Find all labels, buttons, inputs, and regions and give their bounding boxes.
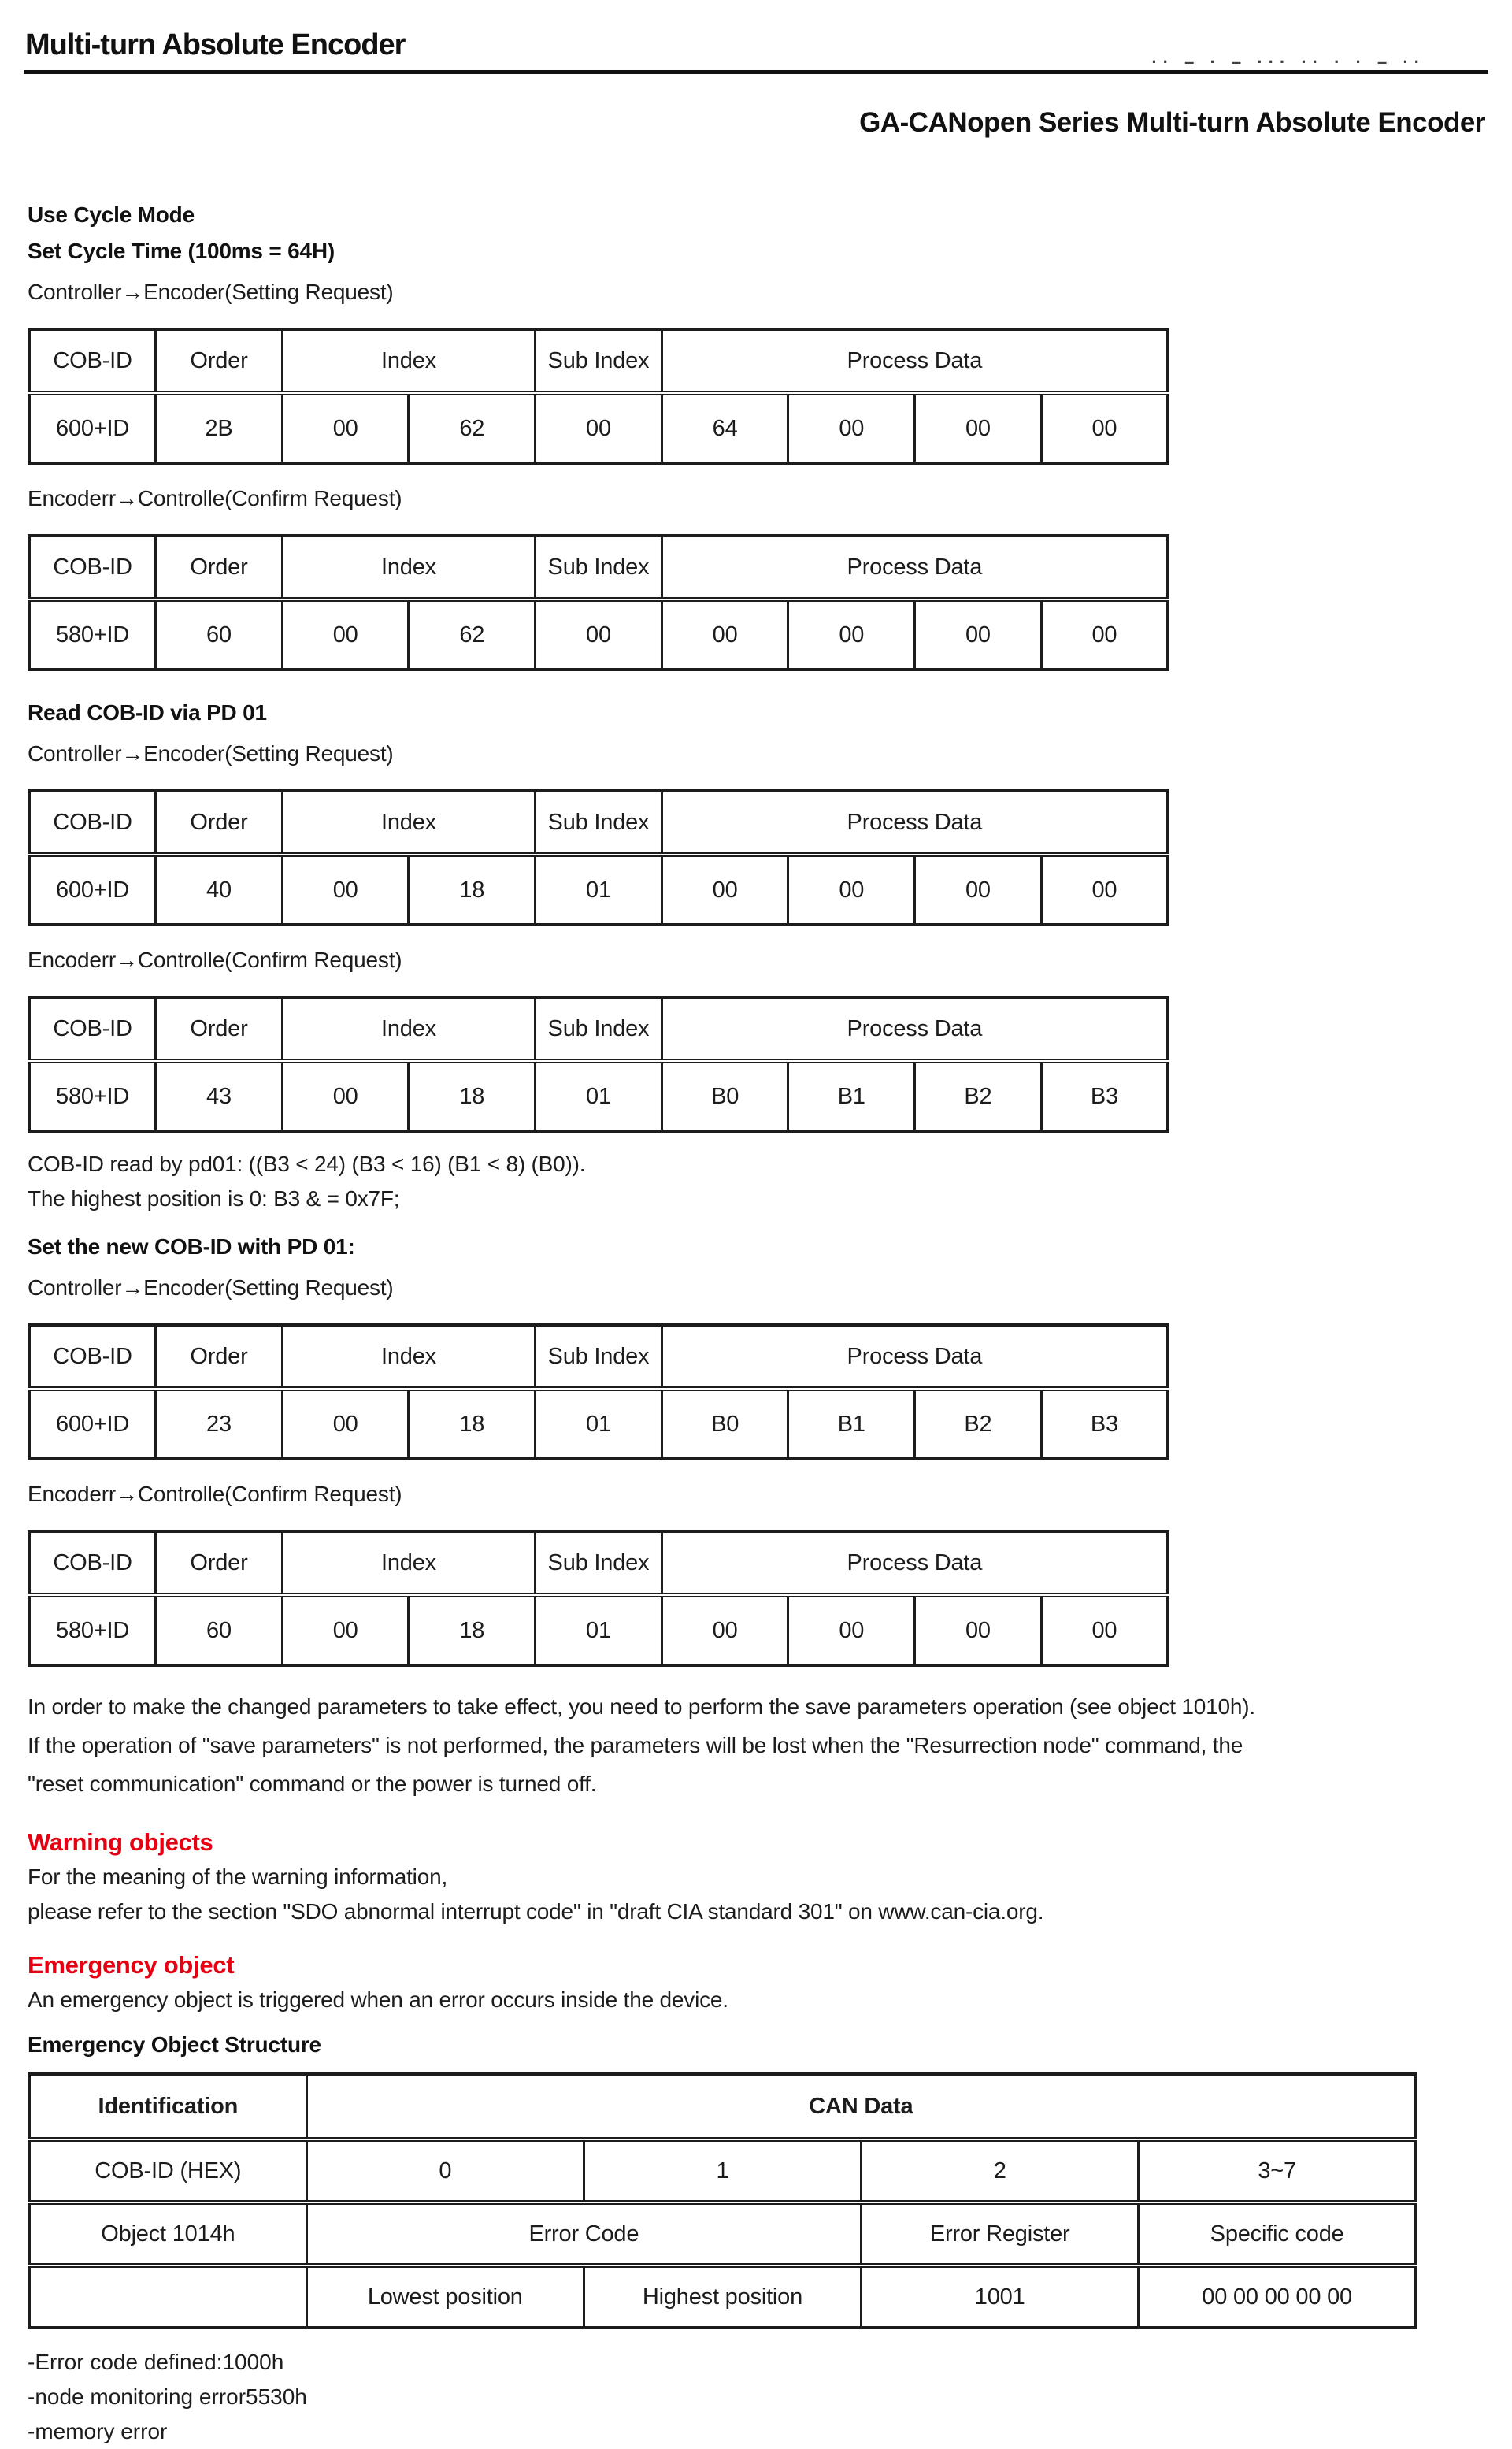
- table-header-row: [29, 329, 1168, 393]
- byte-2-cell: 2: [862, 2139, 1139, 2202]
- order-cell: 60: [156, 599, 283, 670]
- col-header-sub-index: Sub Index: [536, 1531, 662, 1595]
- note-line-3: "reset communication" command or the power is turned off.: [28, 1772, 597, 1796]
- col-header-index: Index: [282, 329, 535, 393]
- caption-encoder-to-controller: Encoderr→Controlle(Confirm Request): [28, 1482, 402, 1506]
- table-row: [29, 1389, 1168, 1459]
- index-cell: 18: [409, 855, 536, 925]
- process-data-cell: 00: [1041, 599, 1168, 670]
- col-header-process-data: Process Data: [662, 1531, 1168, 1595]
- logo-fragment: ·· – · – ··· ·· · · – ··: [1151, 58, 1425, 71]
- col-header-sub-index: Sub Index: [536, 997, 662, 1061]
- table-row: [29, 1595, 1168, 1665]
- process-data-cell: 00: [788, 1595, 915, 1665]
- table-row: [29, 599, 1168, 670]
- col-header-index: Index: [282, 997, 535, 1061]
- process-data-cell: B0: [662, 1389, 788, 1459]
- col-header-cob-id: COB-ID: [29, 1531, 156, 1595]
- col-header-process-data: Process Data: [662, 997, 1168, 1061]
- col-header-order: Order: [156, 791, 283, 855]
- note-line-2: If the operation of "save parameters" is not performed, the parameters will be lost when the "Resurrection node" command, the: [28, 1733, 1243, 1757]
- index-cell: 00: [282, 599, 409, 670]
- col-header-cob-id: COB-ID: [29, 536, 156, 599]
- col-header-index: Index: [282, 791, 535, 855]
- warning-text: [28, 1860, 1512, 1929]
- error-note-2: -node monitoring error5530h: [28, 2384, 307, 2409]
- caption-controller-to-encoder: Controller→Encoder(Setting Request): [28, 741, 394, 766]
- sdo-table-5: [28, 1323, 1169, 1460]
- sub-index-cell: 01: [536, 1061, 662, 1131]
- process-data-cell: B3: [1041, 1061, 1168, 1131]
- warning-line-1: For the meaning of the warning information,: [28, 1865, 448, 1889]
- table-row-cob-id-hex: [29, 2139, 1416, 2202]
- table-row-object-1014h: [29, 2202, 1416, 2265]
- sub-index-cell: 00: [536, 393, 662, 463]
- cob-id-hex-label: COB-ID (HEX): [29, 2139, 306, 2202]
- col-header-order: Order: [156, 1531, 283, 1595]
- col-header-cob-id: COB-ID: [29, 997, 156, 1061]
- col-header-order: Order: [156, 997, 283, 1061]
- heading-emergency-object: Emergency object: [28, 1951, 235, 1979]
- heading-set-cycle-time: Set Cycle Time (100ms = 64H): [28, 239, 335, 263]
- process-data-cell: 00: [915, 1595, 1042, 1665]
- col-header-process-data: Process Data: [662, 329, 1168, 393]
- note-line-1: In order to make the changed parameters to take effect, you need to perform the save parameters operation (see object 1010h).: [28, 1694, 1255, 1719]
- table-header-row: [29, 1325, 1168, 1389]
- sub-index-cell: 01: [536, 855, 662, 925]
- sub-index-cell: 01: [536, 1389, 662, 1459]
- caption-encoder-to-controller: Encoderr→Controlle(Confirm Request): [28, 486, 402, 510]
- index-cell: 18: [409, 1389, 536, 1459]
- order-cell: 60: [156, 1595, 283, 1665]
- caption-controller-to-encoder: Controller→Encoder(Setting Request): [28, 280, 394, 304]
- emergency-text: An emergency object is triggered when an error occurs inside the device.: [28, 1987, 728, 2012]
- process-data-cell: 00: [915, 855, 1042, 925]
- document-title: GA-CANopen Series Multi-turn Absolute Encoder: [859, 107, 1485, 138]
- heading-read-cob-id: Read COB-ID via PD 01: [28, 700, 267, 725]
- index-cell: 00: [282, 855, 409, 925]
- order-cell: 2B: [156, 393, 283, 463]
- process-data-cell: B3: [1041, 1389, 1168, 1459]
- process-data-cell: 00: [788, 855, 915, 925]
- index-cell: 62: [409, 599, 536, 670]
- col-header-sub-index: Sub Index: [536, 536, 662, 599]
- process-data-cell: 00: [1041, 393, 1168, 463]
- col-header-process-data: Process Data: [662, 536, 1168, 599]
- sdo-table-4: [28, 996, 1169, 1133]
- table-row-values: [29, 2265, 1416, 2328]
- table-row: [29, 1061, 1168, 1131]
- order-cell: 23: [156, 1389, 283, 1459]
- error-code-cell: Error Code: [306, 2202, 861, 2265]
- cob-id-cell: 600+ID: [29, 855, 156, 925]
- table-row: [29, 855, 1168, 925]
- process-data-cell: 00: [1041, 1595, 1168, 1665]
- note-line-1: COB-ID read by pd01: ((B3 < 24) (B3 < 16) (B1 < 8) (B0)).: [28, 1152, 586, 1176]
- process-data-cell: B1: [788, 1389, 915, 1459]
- index-cell: 00: [282, 393, 409, 463]
- sdo-table-3: [28, 789, 1169, 926]
- col-header-index: Index: [282, 1325, 535, 1389]
- byte-1-cell: 1: [584, 2139, 861, 2202]
- col-header-cob-id: COB-ID: [29, 329, 156, 393]
- order-cell: 40: [156, 855, 283, 925]
- process-data-cell: 00: [662, 1595, 788, 1665]
- col-header-order: Order: [156, 1325, 283, 1389]
- byte-3-7-cell: 3~7: [1139, 2139, 1416, 2202]
- specific-code-cell: Specific code: [1139, 2202, 1416, 2265]
- table-header-row: [29, 2074, 1416, 2139]
- index-cell: 62: [409, 393, 536, 463]
- page-title: Multi-turn Absolute Encoder: [25, 28, 406, 61]
- note-line-2: The highest position is 0: B3 & = 0x7F;: [28, 1186, 400, 1211]
- error-note-3: -memory error: [28, 2419, 168, 2443]
- process-data-cell: B1: [788, 1061, 915, 1131]
- process-data-cell: 00: [915, 599, 1042, 670]
- col-header-sub-index: Sub Index: [536, 329, 662, 393]
- sub-index-cell: 00: [536, 599, 662, 670]
- identification-header: Identification: [29, 2074, 306, 2139]
- index-cell: 00: [282, 1389, 409, 1459]
- sdo-table-1: [28, 328, 1169, 465]
- heading-use-cycle-mode: Use Cycle Mode: [28, 202, 195, 227]
- cob-id-cell: 600+ID: [29, 393, 156, 463]
- cob-id-cell: 580+ID: [29, 1595, 156, 1665]
- table-header-row: [29, 536, 1168, 599]
- col-header-process-data: Process Data: [662, 1325, 1168, 1389]
- order-cell: 43: [156, 1061, 283, 1131]
- index-cell: 00: [282, 1595, 409, 1665]
- process-data-cell: 00: [662, 855, 788, 925]
- highest-position-cell: Highest position: [584, 2265, 861, 2328]
- col-header-cob-id: COB-ID: [29, 1325, 156, 1389]
- process-data-cell: 00: [1041, 855, 1168, 925]
- caption-controller-to-encoder: Controller→Encoder(Setting Request): [28, 1275, 394, 1300]
- cob-id-cell: 600+ID: [29, 1389, 156, 1459]
- col-header-order: Order: [156, 536, 283, 599]
- sdo-table-2: [28, 534, 1169, 671]
- process-data-cell: 00: [788, 599, 915, 670]
- col-header-sub-index: Sub Index: [536, 1325, 662, 1389]
- error-code-notes: [28, 2345, 1512, 2449]
- byte-0-cell: 0: [306, 2139, 584, 2202]
- col-header-process-data: Process Data: [662, 791, 1168, 855]
- error-note-1: -Error code defined:1000h: [28, 2350, 284, 2374]
- cob-id-cell: 580+ID: [29, 1061, 156, 1131]
- caption-encoder-to-controller: Encoderr→Controlle(Confirm Request): [28, 948, 402, 972]
- object-1014h-label: Object 1014h: [29, 2202, 306, 2265]
- index-cell: 18: [409, 1061, 536, 1131]
- index-cell: 00: [282, 1061, 409, 1131]
- warning-line-2: please refer to the section "SDO abnormal interrupt code" in "draft CIA standard 301" on www.can-cia.org.: [28, 1899, 1044, 1924]
- col-header-sub-index: Sub Index: [536, 791, 662, 855]
- process-data-cell: 00: [915, 393, 1042, 463]
- error-register-cell: Error Register: [862, 2202, 1139, 2265]
- table-header-row: [29, 1531, 1168, 1595]
- col-header-cob-id: COB-ID: [29, 791, 156, 855]
- process-data-cell: B2: [915, 1389, 1042, 1459]
- document-body: [0, 200, 1512, 2449]
- cob-id-cell: 580+ID: [29, 599, 156, 670]
- error-register-value-cell: 1001: [862, 2265, 1139, 2328]
- col-header-order: Order: [156, 329, 283, 393]
- cob-id-read-note: [28, 1147, 1512, 1216]
- process-data-cell: B0: [662, 1061, 788, 1131]
- sdo-table-6: [28, 1530, 1169, 1667]
- sub-index-cell: 01: [536, 1595, 662, 1665]
- process-data-cell: 00: [788, 393, 915, 463]
- process-data-cell: 64: [662, 393, 788, 463]
- can-data-header: CAN Data: [306, 2074, 1416, 2139]
- index-cell: 18: [409, 1595, 536, 1665]
- table-header-row: [29, 997, 1168, 1061]
- empty-cell: [29, 2265, 306, 2328]
- heading-emergency-structure: Emergency Object Structure: [28, 2032, 321, 2057]
- page-header: [0, 0, 1512, 71]
- process-data-cell: 00: [662, 599, 788, 670]
- table-row: [29, 393, 1168, 463]
- lowest-position-cell: Lowest position: [306, 2265, 584, 2328]
- save-parameters-note: [28, 1687, 1512, 1803]
- col-header-index: Index: [282, 1531, 535, 1595]
- emergency-object-table: [28, 2072, 1418, 2329]
- col-header-index: Index: [282, 536, 535, 599]
- table-header-row: [29, 791, 1168, 855]
- process-data-cell: B2: [915, 1061, 1042, 1131]
- heading-set-new-cob-id: Set the new COB-ID with PD 01:: [28, 1234, 355, 1259]
- heading-warning-objects: Warning objects: [28, 1828, 213, 1856]
- specific-code-value-cell: 00 00 00 00 00: [1139, 2265, 1416, 2328]
